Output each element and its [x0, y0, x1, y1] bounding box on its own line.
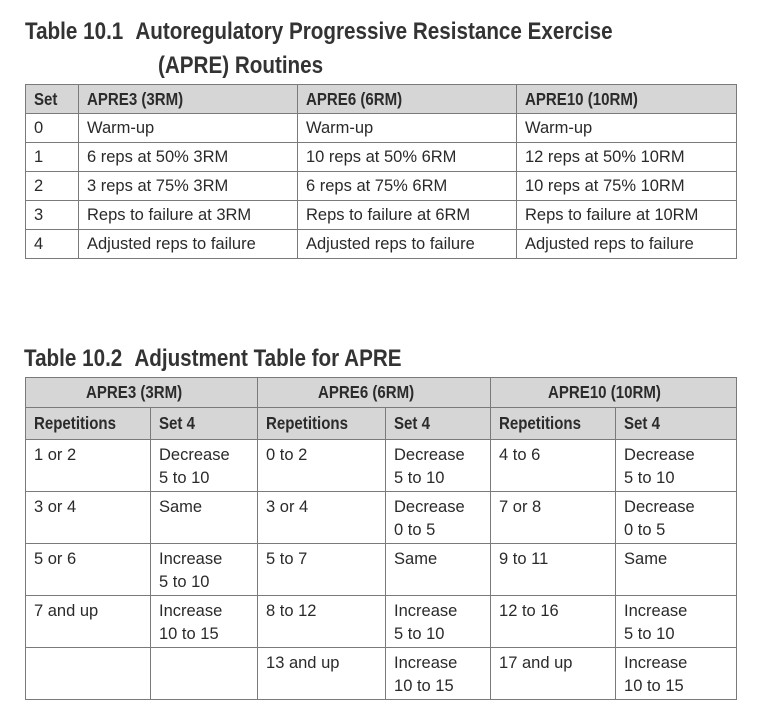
- column-header-apre10: APRE10 (10RM): [517, 85, 737, 114]
- apre3-cell: 3 reps at 75% 3RM: [79, 172, 298, 201]
- apre10-repetitions-cell: [491, 544, 616, 596]
- cell-line: 1 or 2: [34, 446, 77, 464]
- subheader-row: [26, 408, 737, 440]
- group-header-apre3: APRE3 (3RM): [26, 378, 258, 408]
- apre6-repetitions-cell: [258, 648, 386, 700]
- apre6-cell: Reps to failure at 6RM: [298, 201, 517, 230]
- apre10-cell: Adjusted reps to failure: [517, 230, 737, 259]
- apre6-set-4-cell: [386, 544, 491, 596]
- apre3-repetitions-cell: [26, 544, 151, 596]
- apre3-cell: 6 reps at 50% 3RM: [79, 143, 298, 172]
- cell-line: 13 and up: [266, 654, 340, 672]
- apre3-repetitions-cell: [26, 492, 151, 544]
- cell-line: 5 to 10: [624, 469, 675, 487]
- cell-line: Same: [159, 498, 203, 516]
- cell-line: Increase: [394, 654, 458, 672]
- cell-line: 0 to 5: [394, 521, 436, 539]
- subheader-repetitions: Repetitions: [26, 408, 151, 440]
- apre-adjustment-table: [25, 377, 737, 700]
- apre6-repetitions-cell: [258, 492, 386, 544]
- subheader-repetitions: Repetitions: [258, 408, 386, 440]
- apre10-set-4-cell: [616, 596, 737, 648]
- cell-line: 12 to 16: [499, 602, 559, 620]
- apre6-repetitions-cell: [258, 544, 386, 596]
- table-2-title: [24, 345, 402, 373]
- apre10-cell: Reps to failure at 10RM: [517, 201, 737, 230]
- apre6-set-4-cell: [386, 492, 491, 544]
- apre3-set-4-cell: [151, 596, 258, 648]
- table-row: [26, 440, 737, 492]
- table-1-number: Table 10.1: [25, 18, 124, 45]
- cell-line: 9 to 11: [499, 550, 549, 568]
- apre6-set-4-cell: [386, 440, 491, 492]
- apre3-cell: Warm-up: [79, 114, 298, 143]
- apre10-repetitions-cell: [491, 492, 616, 544]
- cell-line: 10 to 15: [624, 677, 684, 695]
- apre-routines-table: [25, 84, 737, 259]
- apre10-set-4-cell: [616, 648, 737, 700]
- adjustment-table-body: [26, 440, 737, 700]
- cell-line: Decrease: [394, 498, 465, 516]
- cell-line: 4 to 6: [499, 446, 541, 464]
- apre3-repetitions-cell: [26, 596, 151, 648]
- cell-line: 0 to 2: [266, 446, 308, 464]
- subheader-set-4: Set 4: [386, 408, 491, 440]
- apre10-cell: 10 reps at 75% 10RM: [517, 172, 737, 201]
- cell-line: Increase: [159, 602, 223, 620]
- table-header-row: [26, 85, 737, 114]
- cell-line: Decrease: [624, 446, 695, 464]
- table-row: [26, 492, 737, 544]
- group-header-apre10: APRE10 (10RM): [491, 378, 737, 408]
- column-header-set: Set: [26, 85, 79, 114]
- apre6-cell: Warm-up: [298, 114, 517, 143]
- apre10-set-4-cell: [616, 544, 737, 596]
- table-1-title-continued: [158, 52, 323, 80]
- set-number: 3: [26, 201, 79, 230]
- apre3-set-4-cell: [151, 492, 258, 544]
- set-number: 1: [26, 143, 79, 172]
- group-header-row: [26, 378, 737, 408]
- table-row: [26, 230, 737, 259]
- cell-line: 3 or 4: [34, 498, 77, 516]
- subheader-set-4: Set 4: [151, 408, 258, 440]
- cell-line: 7 and up: [34, 602, 99, 620]
- subheader-repetitions: Repetitions: [491, 408, 616, 440]
- column-header-apre6: APRE6 (6RM): [298, 85, 517, 114]
- cell-line: 5 or 6: [34, 550, 77, 568]
- apre6-cell: Adjusted reps to failure: [298, 230, 517, 259]
- cell-line: Increase: [159, 550, 223, 568]
- table-row: [26, 114, 737, 143]
- apre3-cell: Reps to failure at 3RM: [79, 201, 298, 230]
- cell-line: Same: [394, 550, 438, 568]
- apre6-set-4-cell: [386, 648, 491, 700]
- apre10-set-4-cell: [616, 440, 737, 492]
- table-row: [26, 143, 737, 172]
- apre6-cell: 10 reps at 50% 6RM: [298, 143, 517, 172]
- group-header-apre6: APRE6 (6RM): [258, 378, 491, 408]
- apre10-cell: Warm-up: [517, 114, 737, 143]
- set-number: 0: [26, 114, 79, 143]
- table-1-title-line-2: (APRE) Routines: [158, 52, 324, 79]
- cell-line: Increase: [624, 602, 688, 620]
- table-row: [26, 544, 737, 596]
- cell-line: 10 to 15: [159, 625, 219, 643]
- cell-line: 0 to 5: [624, 521, 666, 539]
- set-number: 4: [26, 230, 79, 259]
- apre3-set-4-cell: [151, 648, 258, 700]
- table-2-title-text: Adjustment Table for APRE: [134, 345, 402, 372]
- table-row: [26, 201, 737, 230]
- cell-line: 5 to 10: [394, 625, 445, 643]
- table-row: [26, 648, 737, 700]
- apre10-repetitions-cell: [491, 596, 616, 648]
- apre3-repetitions-cell: [26, 648, 151, 700]
- table-row: [26, 172, 737, 201]
- apre3-set-4-cell: [151, 544, 258, 596]
- apre6-set-4-cell: [386, 596, 491, 648]
- cell-line: Increase: [394, 602, 458, 620]
- cell-line: 5 to 10: [159, 469, 210, 487]
- cell-line: Decrease: [394, 446, 465, 464]
- apre10-cell: 12 reps at 50% 10RM: [517, 143, 737, 172]
- cell-line: Increase: [624, 654, 688, 672]
- apre3-repetitions-cell: [26, 440, 151, 492]
- apre3-set-4-cell: [151, 440, 258, 492]
- table-1-title: [25, 18, 613, 46]
- apre6-repetitions-cell: [258, 440, 386, 492]
- cell-line: Decrease: [159, 446, 230, 464]
- table-row: [26, 596, 737, 648]
- apre3-cell: Adjusted reps to failure: [79, 230, 298, 259]
- apre10-repetitions-cell: [491, 648, 616, 700]
- cell-line: 17 and up: [499, 654, 573, 672]
- column-header-apre3: APRE3 (3RM): [79, 85, 298, 114]
- apre10-repetitions-cell: [491, 440, 616, 492]
- cell-line: 10 to 15: [394, 677, 454, 695]
- cell-line: 8 to 12: [266, 602, 317, 620]
- apre10-set-4-cell: [616, 492, 737, 544]
- apre6-repetitions-cell: [258, 596, 386, 648]
- set-number: 2: [26, 172, 79, 201]
- subheader-set-4: Set 4: [616, 408, 737, 440]
- cell-line: 5 to 7: [266, 550, 308, 568]
- cell-line: Same: [624, 550, 668, 568]
- cell-line: 5 to 10: [624, 625, 675, 643]
- cell-line: 5 to 10: [394, 469, 445, 487]
- cell-line: Decrease: [624, 498, 695, 516]
- cell-line: 7 or 8: [499, 498, 542, 516]
- table-2-number: Table 10.2: [24, 345, 123, 372]
- cell-line: 3 or 4: [266, 498, 309, 516]
- apre6-cell: 6 reps at 75% 6RM: [298, 172, 517, 201]
- table-1-title-line-1: Autoregulatory Progressive Resistance Exercise: [135, 18, 613, 45]
- cell-line: 5 to 10: [159, 573, 210, 591]
